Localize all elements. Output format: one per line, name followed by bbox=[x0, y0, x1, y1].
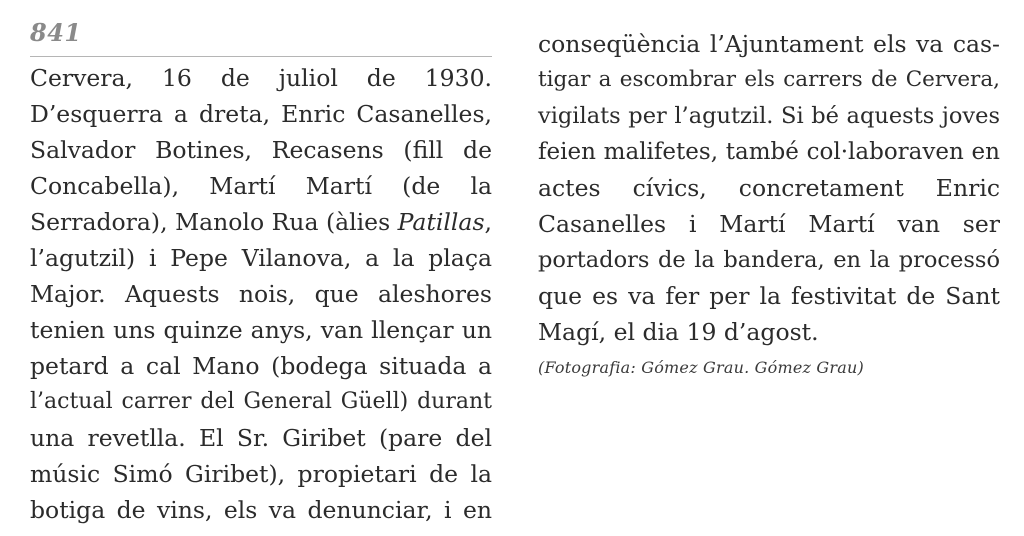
caption-right-column bbox=[538, 26, 1000, 377]
caption-line: vigilats per l’agutzil. Si bé aquests joves bbox=[538, 103, 1000, 129]
caption-line: Salvador Botines, Recasens (fill de bbox=[30, 136, 492, 164]
caption-line: tenien uns quinze anys, van llençar un bbox=[30, 316, 492, 344]
caption-line: que es va fer per la festivitat de Sant bbox=[538, 282, 1000, 310]
caption-line: Casanelles i Martí Martí van ser bbox=[538, 210, 1000, 238]
caption-left-column bbox=[30, 60, 492, 528]
caption-line-last: Magí, el dia 19 d’agost. bbox=[538, 318, 819, 346]
caption-line-text: Serradora), Manolo Rua (àlies bbox=[30, 208, 398, 236]
caption-line: Cervera, 16 de juliol de 1930. bbox=[30, 64, 492, 92]
caption-line: portadors de la bandera, en la processó bbox=[538, 247, 1000, 273]
caption-italic-name: Patillas bbox=[397, 208, 485, 236]
caption-line: botiga de vins, els va denunciar, i en bbox=[30, 496, 492, 524]
caption-line-with-italic bbox=[30, 204, 492, 240]
caption-line: D’esquerra a dreta, Enric Casanelles, bbox=[30, 100, 492, 128]
header-rule bbox=[30, 56, 492, 57]
caption-line: conseqüència l’Ajuntament els va cas- bbox=[538, 30, 1000, 58]
caption-line: tigar a escombrar els carrers de Cervera, bbox=[538, 67, 1000, 92]
caption-line: Concabella), Martí Martí (de la bbox=[30, 172, 492, 200]
caption-line: Major. Aquests nois, que aleshores bbox=[30, 280, 492, 308]
caption-line: una revetlla. El Sr. Giribet (pare del bbox=[30, 424, 492, 452]
caption-line: feien malifetes, també col·laboraven en bbox=[538, 139, 1000, 165]
photo-credit: (Fotografia: Gómez Grau. Gómez Grau) bbox=[538, 358, 864, 377]
caption-line: l’actual carrer del General Güell) durant bbox=[30, 389, 492, 414]
page-number: 841 bbox=[30, 18, 82, 47]
caption-line: petard a cal Mano (bodega situada a bbox=[30, 352, 492, 380]
caption-line: actes cívics, concretament Enric bbox=[538, 174, 1000, 202]
caption-line-punct: , bbox=[484, 208, 492, 236]
caption-line: l’agutzil) i Pepe Vilanova, a la plaça bbox=[30, 244, 492, 272]
caption-line: músic Simó Giribet), propietari de la bbox=[30, 460, 492, 488]
